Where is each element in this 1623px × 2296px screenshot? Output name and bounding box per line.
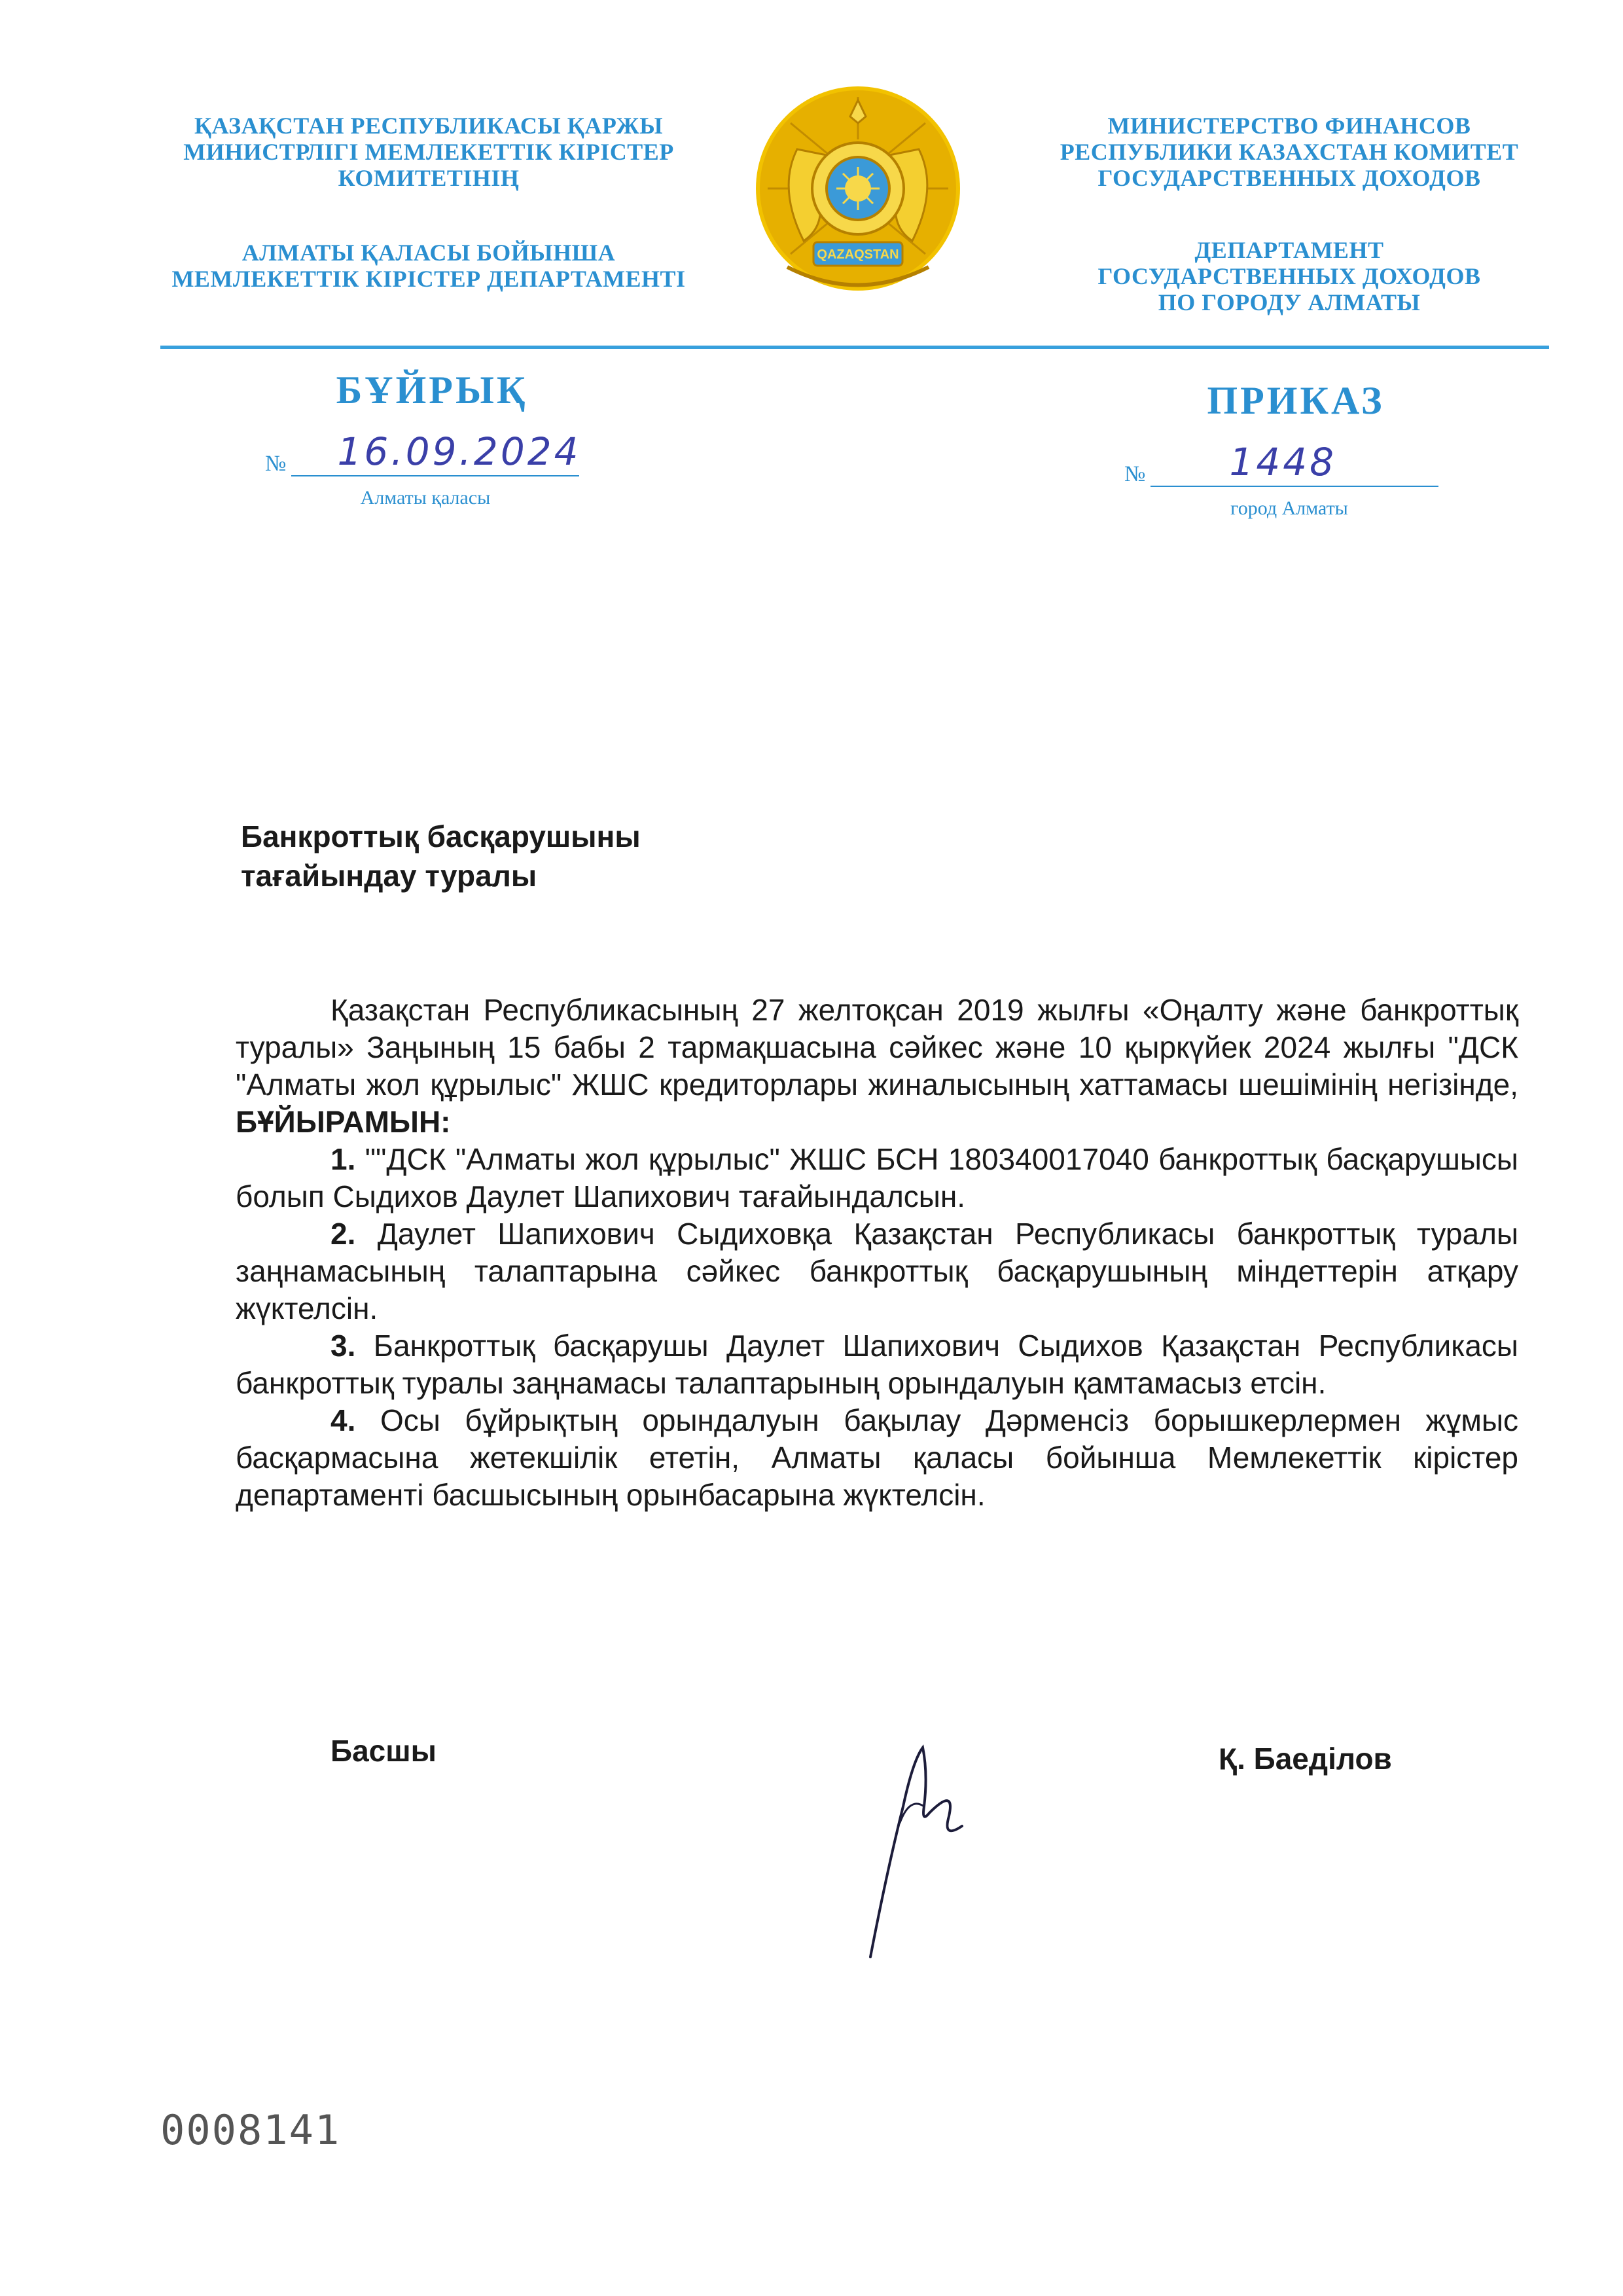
order-subject: Банкроттық басқарушыны тағайындау туралы: [241, 819, 641, 893]
header-left-ministry: ҚАЗАҚСТАН РЕСПУБЛИКАСЫ ҚАРЖЫ МИНИСТРЛІГІ МЕМЛЕКЕТТІК КІРІСТЕР КОМИТЕТІНІҢ: [183, 113, 674, 191]
header-divider: [160, 346, 1549, 349]
order-title-kz: БҰЙРЫҚ: [336, 368, 528, 412]
city-ru: город Алматы: [1230, 497, 1348, 519]
number-field-line: [1150, 440, 1438, 487]
date-field-line: [291, 429, 581, 476]
number-sign: №: [265, 452, 287, 476]
header-right-department: ДЕПАРТАМЕНТ ГОСУДАРСТВЕННЫХ ДОХОДОВ ПО ГОРОДУ АЛМАТЫ: [1097, 237, 1481, 315]
signatory-position: Басшы: [330, 1734, 437, 1768]
order-title-ru: ПРИКАЗ: [1207, 379, 1385, 422]
intro-paragraph: Қазақстан Республикасының 27 желтоқсан 2019 жылғы «Оңалту және банкроттық туралы» Заңының 15 бабы 2 тармақшасына сәйкес және 10 қыркүйек 2024 жылғы "ДСК "Алматы жол құрылыс" ЖШС кредиторлары жиналысының хаттамасы шешімінің негізінде, БҰЙЫРАМЫН:: [236, 993, 1518, 1139]
order-number-row: [1124, 440, 1438, 487]
order-date-row: [265, 429, 581, 476]
handwritten-date: 16.09.2024: [337, 429, 581, 474]
svg-text:QAZAQSTAN: QAZAQSTAN: [817, 247, 899, 262]
header-right-ministry: МИНИСТЕРСТВО ФИНАНСОВ РЕСПУБЛИКИ КАЗАХСТАН КОМИТЕТ ГОСУДАРСТВЕННЫХ ДОХОДОВ: [1060, 113, 1519, 191]
city-kz: Алматы қаласы: [360, 487, 491, 509]
item-2: 2. Даулет Шапихович Сыдиховқа Қазақстан Республикасы банкроттық туралы заңнамасының талаптарына сәйкес банкроттық басқарушының міндеттерін атқару жүктелсін.: [236, 1217, 1519, 1325]
state-emblem: [751, 77, 965, 308]
item-1: 1. ""ДСК "Алматы жол құрылыс" ЖШС БСН 180340017040 банкроттық басқарушысы болып Сыдихов Даулет Шапихович тағайындалсын.: [236, 1142, 1518, 1213]
handwritten-number: 1448: [1229, 440, 1337, 484]
item-3: 3. Банкроттық басқарушы Даулет Шапихович Сыдихов Қазақстан Республикасы банкроттық туралы заңнамасы талаптарының орындалуын қамтамасыз етсін.: [236, 1329, 1518, 1400]
handwritten-signature: [851, 1734, 995, 1970]
number-sign: №: [1124, 462, 1146, 486]
form-number: 0008141: [160, 2106, 341, 2154]
header-left-department: АЛМАТЫ ҚАЛАСЫ БОЙЫНША МЕМЛЕКЕТТІК КІРІСТЕР ДЕПАРТАМЕНТІ: [171, 240, 686, 292]
signatory-name: Қ. Баеділов: [1219, 1742, 1392, 1776]
item-4: 4. Осы бұйрықтың орындалуын бақылау Дәрменсіз борышкерлермен жұмыс басқармасына жетекшілік ететін, Алматы қаласы бойынша Мемлекеттік кірістер департаменті басшысының орынбасарына жүктелсін.: [236, 1403, 1519, 1512]
order-body: [236, 992, 1518, 1514]
